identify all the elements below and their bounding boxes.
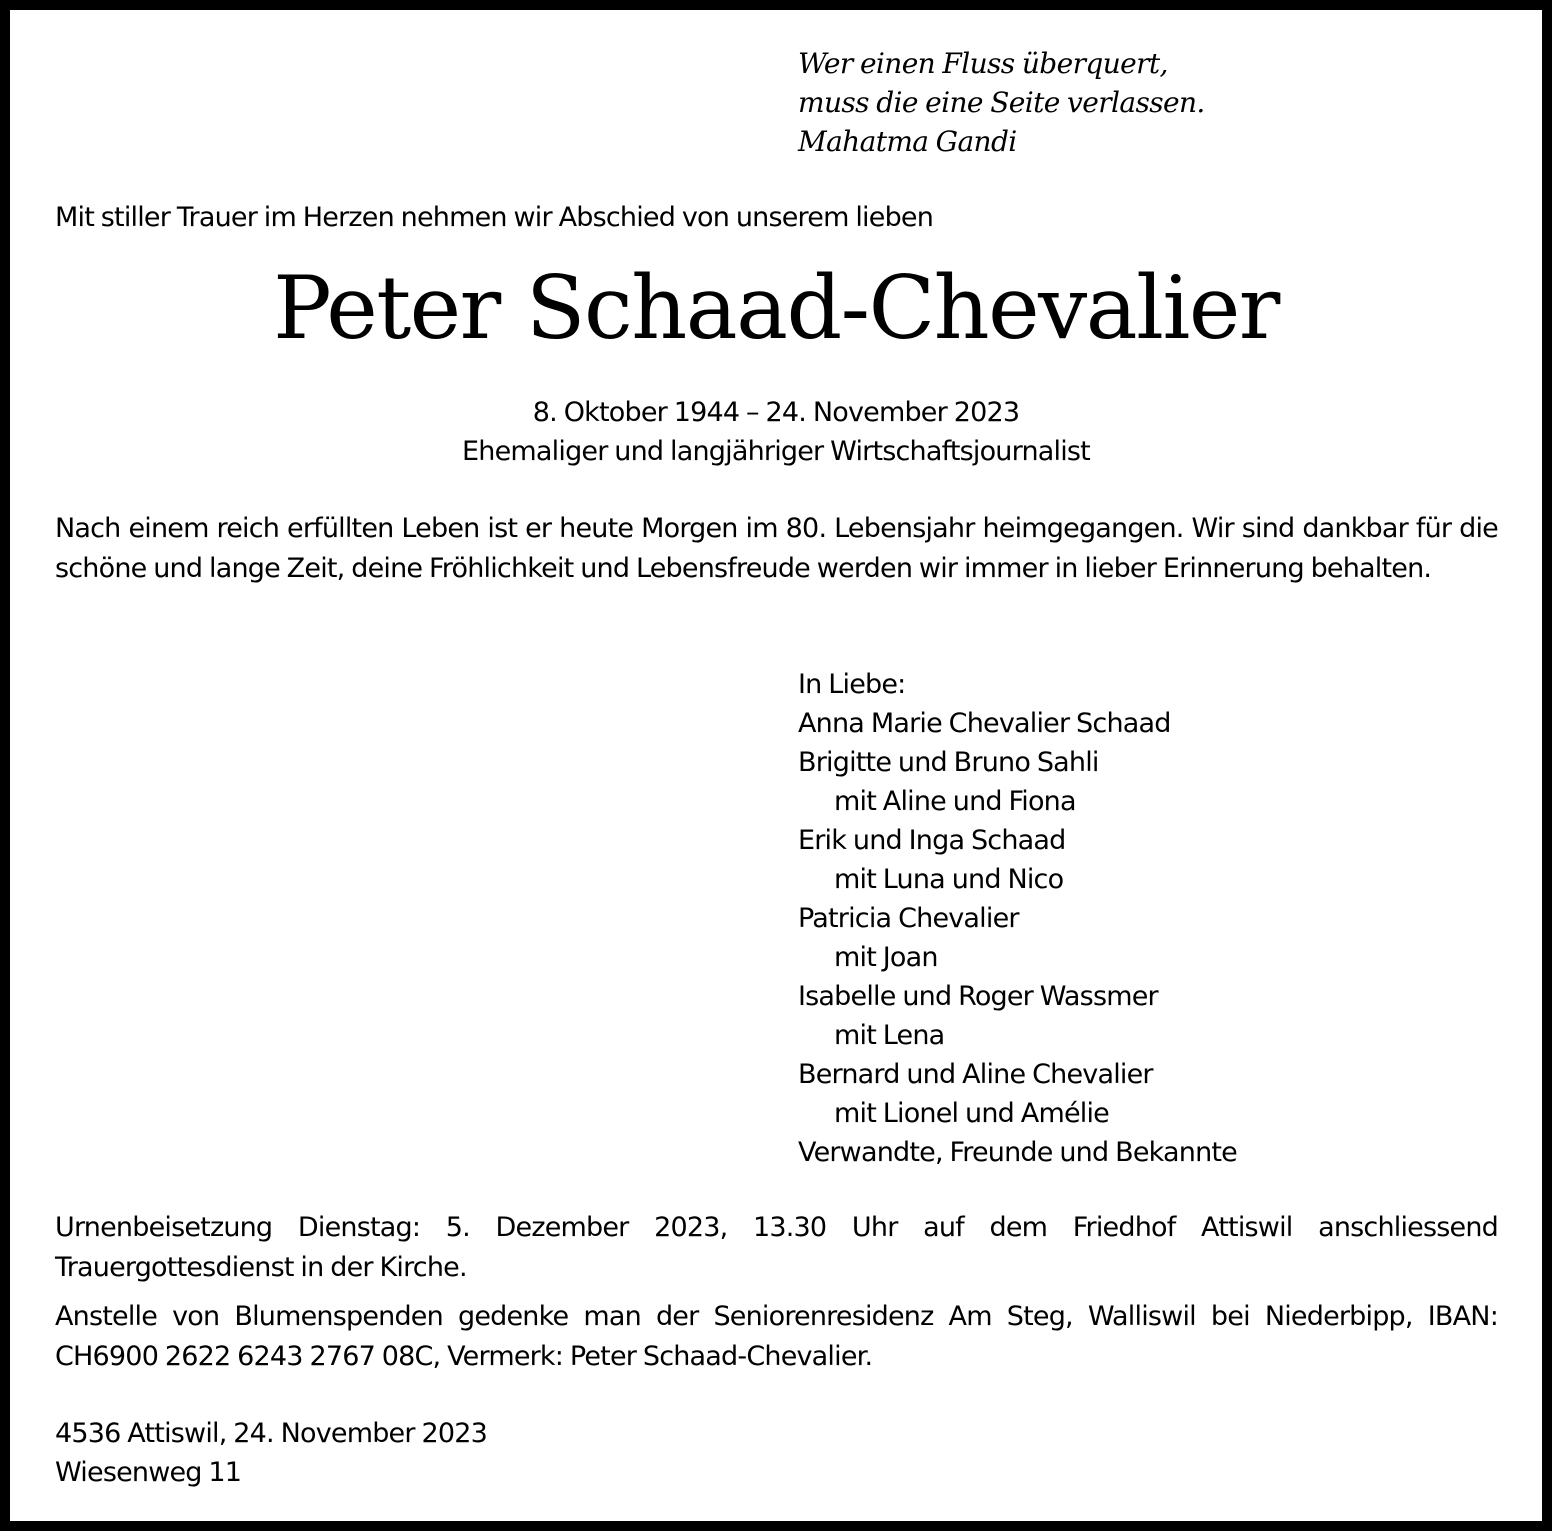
mourner-line: mit Joan — [834, 942, 938, 973]
mourner-line: Bernard und Aline Chevalier — [798, 1059, 1153, 1090]
mourner-line: Anna Marie Chevalier Schaad — [798, 708, 1171, 739]
deceased-name: Peter Schaad-Chevalier — [273, 257, 1279, 359]
donation-paragraph: Anstelle von Blumenspenden gedenke man der Seniorenresidenz Am Steg, Walliswil bei Niederbipp, IBAN: CH6900 2622 6243 2767 08C, Vermerk: Peter Schaad-Chevalier. — [55, 1301, 1498, 1372]
mourner-line: mit Lionel und Amélie — [834, 1098, 1109, 1129]
mourners-heading: In Liebe: — [798, 669, 906, 700]
mourner-line: Isabelle und Roger Wassmer — [798, 981, 1158, 1012]
mourner-line: mit Aline und Fiona — [834, 786, 1076, 817]
quote-block — [798, 44, 1498, 161]
life-dates: 8. Oktober 1944 – 24. November 2023 — [532, 397, 1020, 428]
mourners-list — [798, 665, 1498, 1172]
mourner-line: Patricia Chevalier — [798, 903, 1019, 934]
intro-text: Mit stiller Trauer im Herzen nehmen wir Abschied von unserem lieben — [55, 202, 934, 233]
message-paragraph: Nach einem reich erfüllten Leben ist er heute Morgen im 80. Lebensjahr heimgegangen. Wir sind dankbar für die schöne und lange Zeit, deine Fröhlichkeit und Lebensfreude werden wir immer in lieber Erinnerung behalten. — [55, 513, 1498, 584]
quote-author: Mahatma Gandi — [798, 125, 1017, 158]
mourner-line: mit Lena — [834, 1020, 945, 1051]
footer-block — [55, 1414, 755, 1492]
quote-line-1: Wer einen Fluss überquert, — [798, 47, 1168, 80]
place-date: 4536 Attiswil, 24. November 2023 — [55, 1418, 487, 1449]
address: Wiesenweg 11 — [55, 1457, 242, 1488]
mourner-line: Brigitte und Bruno Sahli — [798, 747, 1099, 778]
mourner-line: Erik und Inga Schaad — [798, 825, 1066, 856]
mourner-line: Verwandte, Freunde und Bekannte — [798, 1137, 1237, 1168]
quote-line-2: muss die eine Seite verlassen. — [798, 86, 1205, 119]
ceremony-paragraph: Urnenbeisetzung Dienstag: 5. Dezember 2023, 13.30 Uhr auf dem Friedhof Attiswil anschliessend Trauergottesdienst in der Kirche. — [55, 1212, 1498, 1283]
deceased-role: Ehemaliger und langjähriger Wirtschaftsjournalist — [462, 436, 1090, 467]
mourner-line: mit Luna und Nico — [834, 864, 1064, 895]
